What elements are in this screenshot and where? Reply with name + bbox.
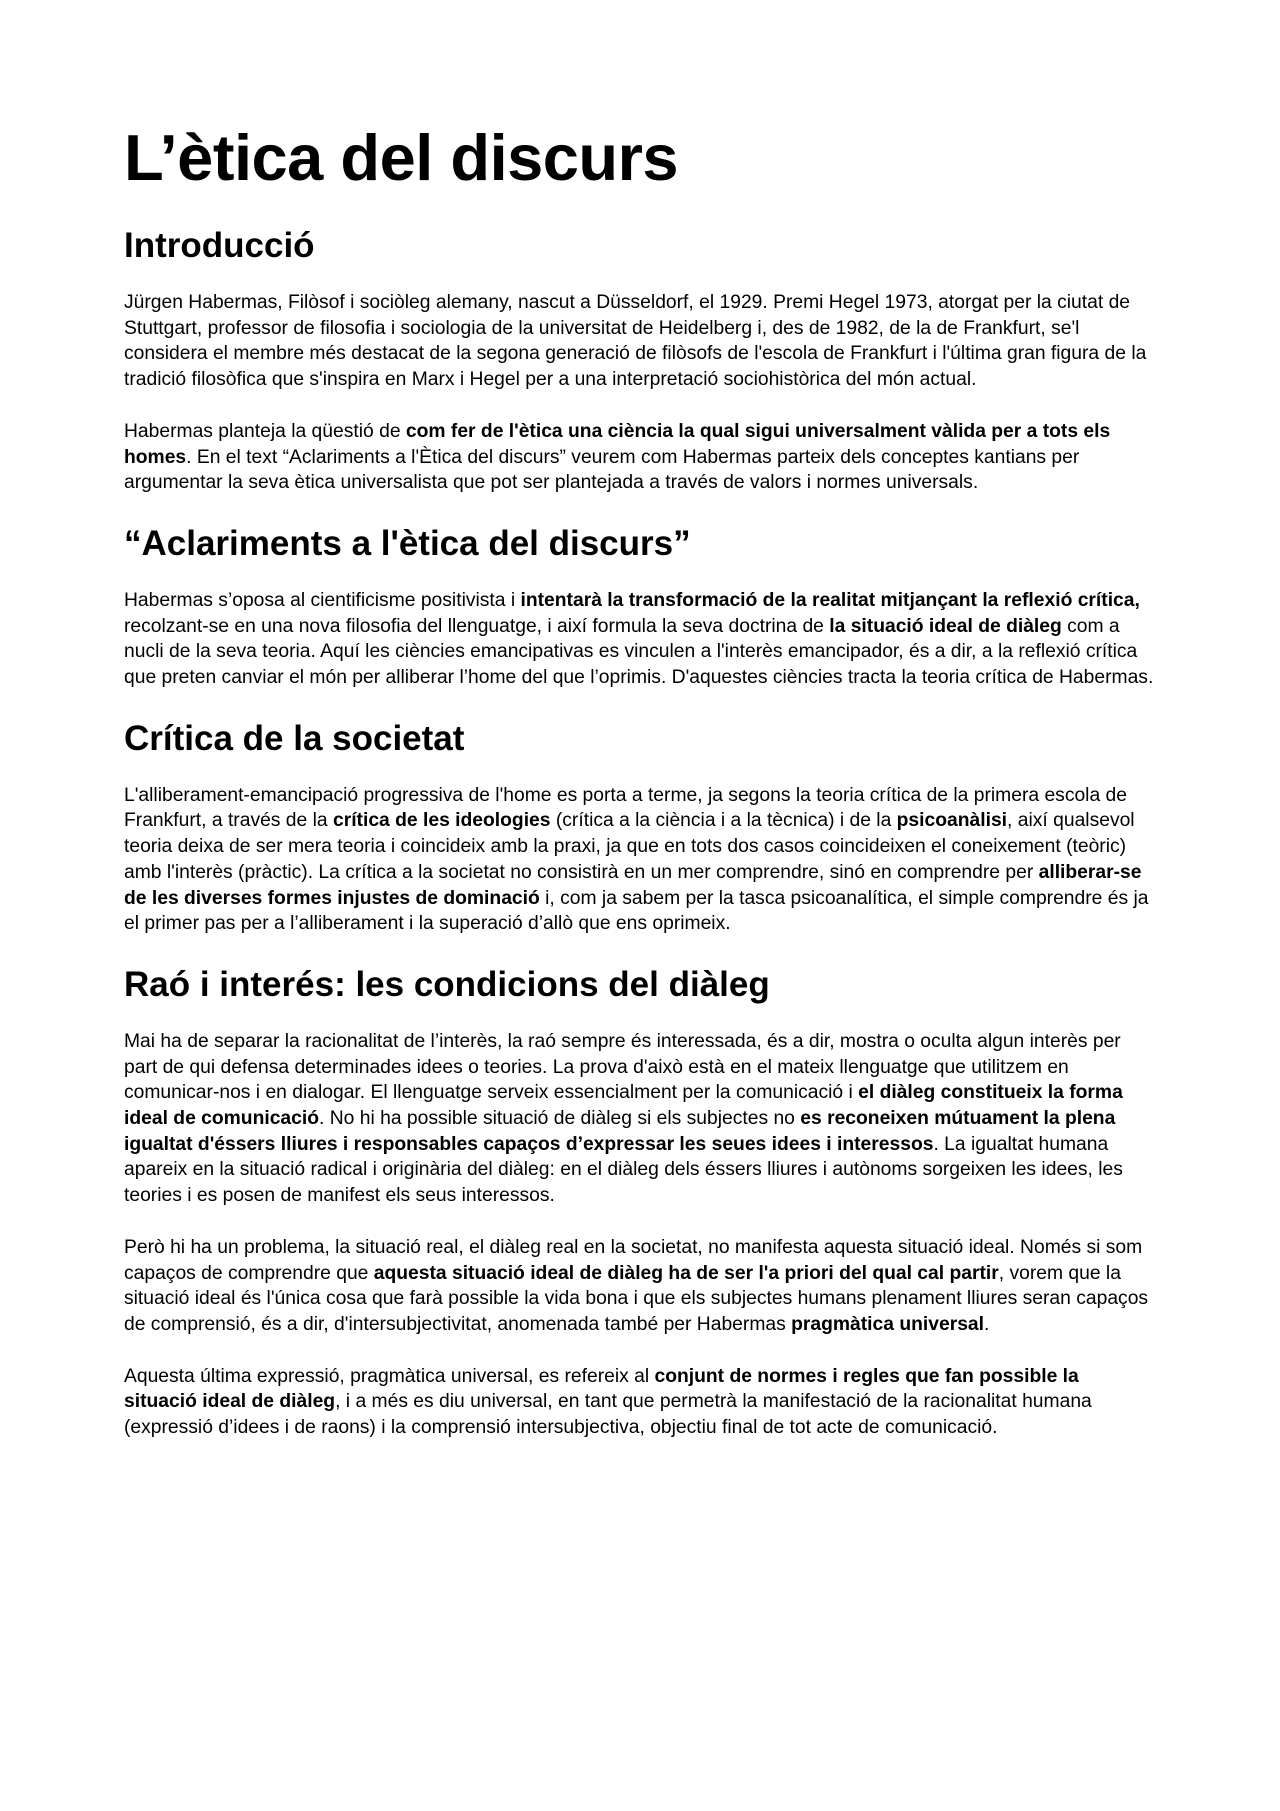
text-run: . (984, 1313, 990, 1335)
text-run: Mai ha de separar la racionalitat de l’interès, la raó sempre és interessada, és a dir, mostra o oculta algun interès per part de qui defensa determinades idees o teories. La prova d'això està en el mateix llenguatge que utilitzem en comunicar-nos i en dialogar. El llenguatge serveix essencialment per la comunicació i (124, 1030, 1121, 1104)
section-heading: Raó i interés: les condicions del diàleg (124, 964, 770, 1004)
paragraph (124, 419, 1156, 496)
paragraph (124, 1235, 1156, 1338)
text-run: . La igualtat humana apareix en la situació radical i originària del diàleg: en el diàleg dels éssers lliures i autònoms sorgeixen les idees, les teories i es posen de manifest els seus interessos. (124, 1133, 1123, 1207)
section-heading: Introducció (124, 226, 315, 265)
text-run: . No hi ha possible situació de diàleg si els subjectes no (319, 1108, 801, 1130)
text-run: L'alliberament-emancipació progressiva de l'home es porta a terme, ja segons la teoria crítica de la primera escola de Frankfurt, a través de la (124, 784, 1127, 832)
paragraph (124, 1029, 1156, 1209)
text-run: , vorem que la situació ideal és l'única cosa que farà possible la vida bona i que els subjectes humans plenament lliures seran capaços de comprensió, és a dir, d'intersubjectivitat, anomenada també per Habermas (124, 1262, 1149, 1335)
emphasis-run: es reconeixen mútuament la plena igualtat d'éssers lliures i responsables capaços d’expressar les seues idees i interessos (124, 1108, 1116, 1155)
emphasis-run: psicoanàlisi (896, 810, 1008, 832)
emphasis-run: la situació ideal de diàleg (829, 615, 1062, 637)
text-run: Habermas planteja la qüestió de (124, 420, 406, 442)
document-title: L’ètica del discurs (124, 121, 679, 194)
section-critica-societat (124, 717, 1156, 937)
emphasis-run: alliberar-se de les diverses formes injustes de dominació (124, 861, 1142, 909)
paragraph (124, 290, 1156, 393)
emphasis-run: intentarà la transformació de la realitat mitjançant la reflexió crítica, (520, 589, 1140, 611)
paragraph (124, 588, 1156, 691)
text-run: , així qualsevol teoria deixa de ser mera teoria i coincideix amb la praxi, ja que en tots dos casos coincideixen el coneixement (teòric) amb l'interès (pràctic). La crítica a la societat no consistirà en un mer comprendre, sinó en comprendre per (124, 810, 1135, 883)
text-run: recolzant-se en una nova filosofia del llenguatge, i així formula la seva doctrina de (124, 615, 830, 637)
text-run: (crítica a la ciència i a la tècnica) i de la (550, 810, 897, 832)
paragraph (124, 1364, 1156, 1441)
text-run: Habermas s’oposa al cientificisme positivista i (124, 589, 521, 611)
text-run: , i a més es diu universal, en tant que permetrà la manifestació de la racionalitat humana (expressió d’idees i de raons) i la comprensió intersubjectiva, objectiu final de tot acte de comunicació. (124, 1391, 1092, 1439)
section-rao-interes (124, 963, 1156, 1441)
text-run: Aquesta última expressió, pragmàtica universal, es refereix al (124, 1365, 655, 1387)
emphasis-run: pragmàtica universal (791, 1313, 985, 1335)
text-run: com a nucli de la seva teoria. Aquí les ciències emancipativas es vinculen a l'interès emancipador, és a dir, a la reflexió crítica que preten canviar el món per alliberar l’home del que l’oprimis. D'aquestes ciències tracta la teoria crítica de Habermas. (124, 615, 1154, 689)
emphasis-run: el diàleg constitueix la forma ideal de comunicació (124, 1082, 1123, 1130)
text-run: i, com ja sabem per la tasca psicoanalítica, el simple comprendre és ja el primer pas per a l’alliberament i la superació d’allò que ens oprimeix. (124, 887, 1149, 935)
text-run: Però hi ha un problema, la situació real, el diàleg real en la societat, no manifesta aquesta situació ideal. Només si som capaços de comprendre que (124, 1236, 1143, 1284)
emphasis-run: crítica de les ideologies (332, 810, 551, 832)
section-heading: Crítica de la societat (124, 718, 465, 758)
text-run: . En el text “Aclariments a l'Ètica del discurs” veurem com Habermas parteix dels conceptes kantians per argumentar la seva ètica universalista que pot ser plantejada a través de valors i normes universals. (124, 446, 1080, 494)
section-aclariments (124, 522, 1156, 691)
section-introduccio (124, 224, 1156, 496)
text-run: Jürgen Habermas, Filòsof i sociòleg alemany, nascut a Düsseldorf, el 1929. Premi Hegel 1973, atorgat per la ciutat de Stuttgart, professor de filosofia i sociologia de la universitat de Heidelberg i, des de 1982, de la de Frankfurt, se'l considera el membre més destacat de la segona generació de filòsofs de l'escola de Frankfurt i l'última gran figura de la tradició filosòfica que s'inspira en Marx i Hegel per a una interpretació sociohistòrica del món actual. (124, 292, 1147, 391)
section-heading: “Aclariments a l'ètica del discurs” (124, 523, 691, 563)
paragraph (124, 783, 1156, 937)
emphasis-run: com fer de l'ètica una ciència la qual sigui universalment vàlida per a tots els homes (124, 420, 1111, 468)
emphasis-run: aquesta situació ideal de diàleg ha de ser l'a priori del qual cal partir (373, 1262, 999, 1284)
emphasis-run: conjunt de normes i regles que fan possible la situació ideal de diàleg (124, 1365, 1079, 1413)
